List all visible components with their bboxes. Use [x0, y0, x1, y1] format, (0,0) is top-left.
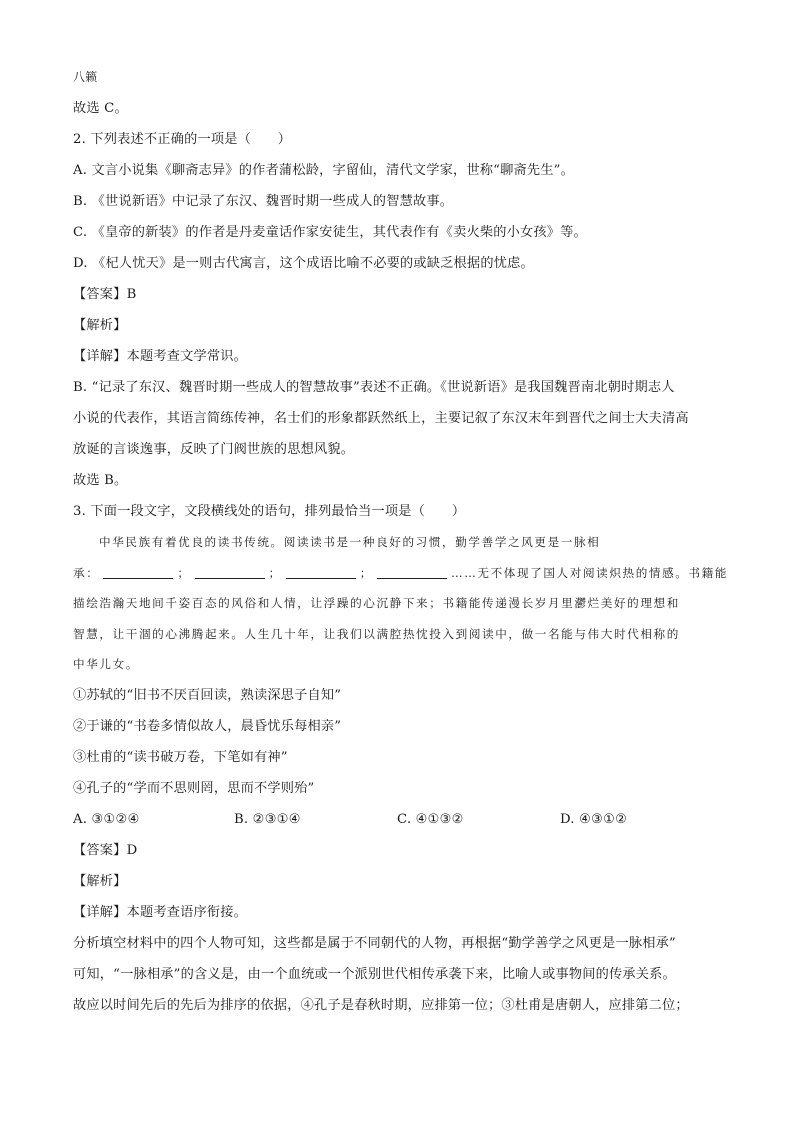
- q2-option-c: C. 《皇帝的新装》的作者是丹麦童话作家安徒生，其代表作有《卖火柴的小女孩》等。: [73, 225, 587, 240]
- top-fragment: 八籁: [73, 70, 98, 84]
- fill-blank-2: [195, 564, 265, 579]
- q3-passage-line-1: 中华民族有着优良的读书传统。阅读读书是一种良好的习惯，勤学善学之风更是一脉相: [99, 535, 601, 549]
- answer-value: D: [126, 842, 138, 858]
- q3-explain-1: 分析填空材料中的四个人物可知，这些都是属于不同朝代的人物，再根据“勤学善学之风更是一脉相承”: [73, 935, 676, 951]
- q3-passage-line-5: 中华儿女。: [73, 657, 139, 671]
- q2-explain-1: B. “记录了东汉、魏晋时期一些成人的智慧故事”表述不正确。《世说新语》是我国魏晋南北朝时期志人: [73, 380, 675, 395]
- q3-detail: [73, 897, 721, 928]
- q3-passage-line-3: 描绘浩瀚天地间千姿百态的风俗和人情，让浮躁的心沉静下来；书籍能传递漫长岁月里灪烂美好的理想和: [73, 596, 680, 610]
- q2-option-d: D. 《杞人忧天》是一则古代寓言，这个成语比喻不必要的或缺乏根据的忧虑。: [73, 256, 534, 271]
- q3-stem: 3. 下面一段文字，文段横线处的语句，排列最恰当一项是（ ）: [73, 504, 466, 519]
- q3-item-4: ④孔子的“学而不思则罔，思而不学则殆”: [73, 780, 315, 796]
- document-page: [73, 62, 729, 1021]
- q3-option-a: A. ③①②④: [73, 811, 140, 827]
- q3-passage-line-4: 智慧，让干涸的心沸腾起来。人生几十年，让我们以满腔热忱投入到阅读中，做一名能与伟大时代相称的: [73, 626, 680, 641]
- fill-blank-4: [377, 564, 447, 579]
- fill-blank-3: [286, 564, 356, 579]
- q3-item-3: ③杜甫的“读书破万卷，下笔如有神”: [73, 749, 288, 765]
- answer-label: 【答案】: [73, 287, 127, 302]
- detail-text: 本题考查文学常识。: [126, 349, 248, 364]
- q3-option-b: B. ②③①④: [234, 811, 301, 827]
- q2-conclusion: 故选 B。: [73, 473, 128, 488]
- detail-text: 本题考查语序衔接。: [126, 904, 248, 920]
- answer-label: 【答案】: [73, 842, 127, 858]
- fill-blank-1: [103, 564, 173, 579]
- q2-explain-3: 放诞的言谈逸事，反映了门阀世族的思想风貌。: [73, 442, 355, 457]
- q2-detail: [73, 341, 721, 372]
- q3-options: [73, 804, 721, 835]
- q2-explain-2: 小说的代表作，其语言简练传神，名士们的形象都跃然纸上，主要记叙了东汉末年到晋代之间士大夫清高: [73, 411, 689, 426]
- q2-analysis-label: 【解析】: [73, 318, 127, 333]
- q2-option-b: B. 《世说新语》中记录了东汉、魏晋时期一些成人的智慧故事。: [73, 194, 454, 209]
- q2-option-a: A. 文言小说集《聊斋志异》的作者蒲松龄，字留仙，清代文学家，世称“聊斋先生”。: [73, 163, 574, 178]
- q2-stem: 2. 下列表述不正确的一项是（ ）: [73, 132, 292, 147]
- q3-option-d: D. ④③①②: [560, 811, 628, 827]
- q2-answer: [73, 279, 721, 310]
- q3-explain-2: 可知，“一脉相承”的含义是，由一个血统或一个派别世代相传承袭下来，比喻人或事物间的传承关系。: [73, 966, 676, 982]
- detail-label: 【详解】: [73, 904, 127, 920]
- q3-item-2: ②于谦的“书卷多情似故人，晨昏忧乐每相亲”: [73, 718, 342, 734]
- answer-value: B: [126, 287, 137, 302]
- q3-analysis-label: 【解析】: [73, 873, 127, 889]
- q3-passage-line-2: 承： ； ； ； ……无不体现了国人对阅读炽热的情感。书籍能: [73, 565, 729, 580]
- prev-conclusion: 故选 C。: [73, 101, 128, 116]
- detail-label: 【详解】: [73, 349, 127, 364]
- q3-item-1: ①苏轼的“旧书不厌百回读，熟读深思子自知”: [73, 687, 342, 703]
- q3-option-c: C. ④①③②: [397, 811, 464, 827]
- q3-answer: [73, 835, 721, 866]
- q3-explain-3: 故应以时间先后的先后为排序的依据，④孔子是春秋时期，应排第一位；③杜甫是唐朝人，应排第二位；: [73, 997, 689, 1013]
